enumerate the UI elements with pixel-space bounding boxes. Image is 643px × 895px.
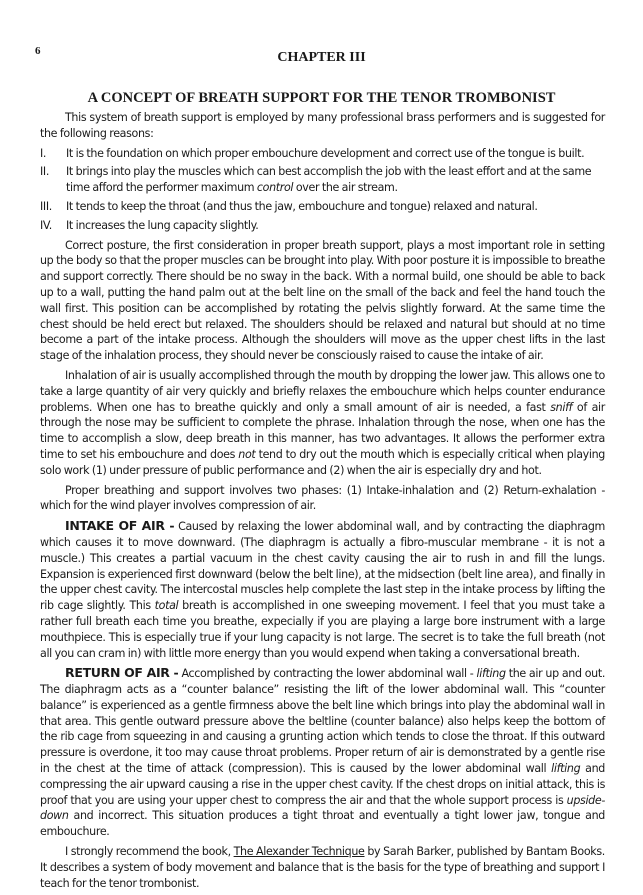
reason-item [40,199,605,215]
page-number: 6 [35,45,41,57]
text-part: Inhalation of air is usually accomplished through the mouth by dropping the lower jaw. This allows one to take a large quantity of air very quickly and briefly relaxes the embouchure which helps counter endurance problems. When one has to breathe quickly and only a small amount of air is needed, a fast [40,368,605,414]
return-paragraph [40,665,605,840]
reason-item [40,164,605,196]
reason-item [40,146,605,162]
text-part: Accomplished by contracting the lower abdominal wall - [178,667,477,681]
emphasis: sniff [550,400,573,414]
reason-number: I. [40,146,47,160]
reason-text-part: It brings into play the muscles which can best accomplish the job with the least effort and at the same time afford the performer maximum [66,165,592,195]
text-part: Caused by relaxing the lower abdominal wall, and by contracting the diaphragm which causes it to move downward. (The diaphragm is actually a fibro-muscular membrane - it is not a muscle.) This creates a partial vacuum in the chest cavity causing the air to rush in and fill the lungs. Expansion is experienced first downward (below the belt line), at the midsection (belt line area), and finally in the upper chest cavity. The intercostal muscles help complete the last step in the intake process by lifting the rib cage slightly. This [40,520,605,613]
reason-number: IV. [40,218,52,232]
reasons-list [40,146,605,234]
reason-text [66,164,605,196]
reason-number: II. [40,165,50,179]
posture-paragraph: Correct posture, the first consideration in proper breath support, plays a most important role in setting up the body so that the proper muscles can be brought into play. With poor posture it is impossible to breathe and support correctly. There should be no sway in the back. With a normal build, one should be able to back up to a wall, putting the hand palm out at the belt line on the small of the back and feel the hand touch the wall first. This position can be accomplished by rotating the pelvis slightly forward. At the same time the chest should be held erect but relaxed. The shoulders should be relaxed and natural but should at no time become a part of the intake process. Although the shoulders will move as the upper chest lifts in the last stage of the inhalation process, they should never be consciously raised to cause the intake of air. [40,238,605,363]
text-part: the air up and out. The diaphragm acts as a “counter balance” resisting the lift of the lower abdominal wall. This “counter balance” is experienced as a gentle firmness above the belt line which brings into play the abdominal wall in that area. This gentle outward pressure above the beltline (counter balance) also helps keep the bottom of the rib cage from squeezing in and causing a grunting action which tends to close the throat. If this outward pressure is overdone, it too may cause throat problems. Proper return of air is demonstrated by a gentle rise in the chest at the time of attack (compression). This is caused by the lower abdominal wall [40,667,606,776]
reason-text: It tends to keep the throat (and thus the jaw, embouchure and tongue) relaxed and natural. [66,199,538,213]
recommendation-paragraph [40,844,605,891]
text-part: of air through the nose may be sufficient to complete the phrase. Inhalation through the nose, when one has the time to accomplish a slow, deep breath in this manner, has two advantages. It allows the performer extra time to set his embouchure and does [40,400,605,461]
intake-paragraph [40,518,605,661]
text-part: tend to dry out the mouth which is especially critical when playing solo work (1) under pressure of public performance and (2) when the air is especially dry and hot. [40,447,605,477]
section-lead: RETURN OF AIR - [65,665,179,681]
emphasis: upside-down [40,793,605,823]
reason-number: III. [40,199,52,213]
chapter-heading: CHAPTER III [277,50,366,65]
reason-item [40,218,605,234]
section-lead: INTAKE OF AIR - [65,518,175,534]
intro-paragraph: This system of breath support is employed by many professional brass performers and is suggested for the following reasons: [40,111,605,140]
reason-text-part: over the air stream. [293,181,398,195]
emphasis: lifting [476,667,506,681]
text-part: breath is accomplished in one sweeping movement. I feel that you must take a rather full breath each time you breathe, expecially if you are playing a large bore instrument with a large mouthpiece. This is especially true if your lung capacity is not large. The secret is to take the full breath (not all you can cram in) with little more energy than you would expend when taking a conversational breath. [40,599,605,660]
emphasis: not [238,447,256,461]
book-title: The Alexander Technique [233,845,365,859]
phases-paragraph: Proper breathing and support involves two phases: (1) Intake-inhalation and (2) Return-exhalation - which for the wind player involves compression of air. [40,483,605,513]
text-part: and incorrect. This situation produces a tight throat and eventually a tight lower jaw, tongue and embouchure. [40,809,605,839]
inhalation-paragraph [40,368,605,479]
text-part: and compressing the air upward causing a rise in the upper chest cavity. If the chest drops on initial attack, this is proof that you are using your upper chest to compress the air and that the whole support process is [40,762,605,807]
text-part: I strongly recommend the book, [65,845,234,859]
emphasis: lifting [551,762,581,776]
emphasis: total [154,599,179,613]
reason-text: It is the foundation on which proper embouchure development and correct use of the tongue is built. [66,146,585,160]
emphasis: control [256,181,294,195]
reason-text: It increases the lung capacity slightly. [66,218,259,232]
text-part: by Sarah Barker, published by Bantam Books. It describes a system of body movement and balance that is the basis for the type of breathing and support I teach for the tenor trombonist. [40,845,605,890]
body-text [40,104,605,895]
chapter-title: A CONCEPT OF BREATH SUPPORT FOR THE TENOR TROMBONIST [87,90,556,106]
